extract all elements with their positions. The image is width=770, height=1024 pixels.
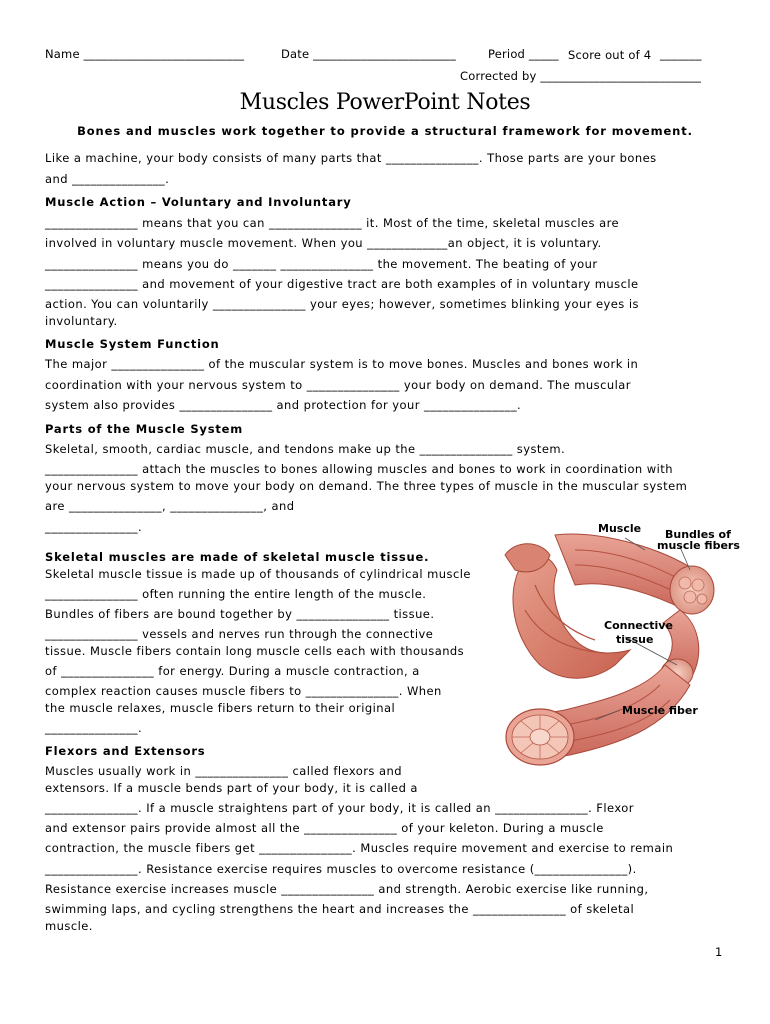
section-heading: Muscle Action – Voluntary and Involuntary bbox=[45, 195, 352, 209]
period-field-label: Period _____ bbox=[488, 47, 559, 61]
body-line: contraction, the muscle fibers get _______________. Muscles require movement and exercise to remain bbox=[45, 841, 674, 855]
body-line: Skeletal muscle tissue is made up of thousands of cylindrical muscle bbox=[45, 567, 471, 581]
body-line: _______________. bbox=[45, 520, 143, 534]
muscle-illustration bbox=[495, 515, 750, 785]
body-line: Bundles of fibers are bound together by _______________ tissue. bbox=[45, 607, 435, 621]
body-line: Like a machine, your body consists of many parts that _______________. Those parts are your bones bbox=[45, 151, 657, 165]
bundles-label-line1: Bundles of bbox=[665, 528, 731, 541]
corrected-by-label: Corrected by ___________________________ bbox=[460, 69, 702, 83]
muscle-label: Muscle bbox=[598, 522, 642, 535]
body-line: muscle. bbox=[45, 919, 93, 933]
body-line: Resistance exercise increases muscle _______________ and strength. Aerobic exercise like running, bbox=[45, 882, 649, 896]
body-line: _______________ often running the entire length of the muscle. bbox=[45, 587, 427, 601]
body-line: extensors. If a muscle bends part of your body, it is called a bbox=[45, 781, 418, 795]
body-line: _______________. bbox=[45, 721, 143, 735]
section-heading: Skeletal muscles are made of skeletal muscle tissue. bbox=[45, 550, 430, 564]
body-line: your nervous system to move your body on demand. The three types of muscle in the muscular system bbox=[45, 479, 688, 493]
body-line: the muscle relaxes, muscle fibers return to their original bbox=[45, 701, 396, 715]
page-subtitle: Bones and muscles work together to provide a structural framework for movement. bbox=[77, 124, 693, 138]
body-line: involved in voluntary muscle movement. When you _____________an object, it is voluntary. bbox=[45, 236, 602, 250]
body-line: of _______________ for energy. During a muscle contraction, a bbox=[45, 664, 420, 678]
bundles-label-line2: muscle fibers bbox=[657, 539, 740, 552]
body-line: swimming laps, and cycling strengthens the heart and increases the _______________ of skeletal bbox=[45, 902, 635, 916]
page-title: Muscles PowerPoint Notes bbox=[239, 90, 531, 115]
body-line: _______________ means you do _______ _______________ the movement. The beating of your bbox=[45, 257, 598, 271]
body-line: Skeletal, smooth, cardiac muscle, and tendons make up the _______________ system. bbox=[45, 442, 566, 456]
body-line: are _______________, _______________, and bbox=[45, 499, 295, 513]
body-line: involuntary. bbox=[45, 314, 118, 328]
score-field-label: Score out of 4 bbox=[568, 48, 652, 62]
body-line: _______________. If a muscle straightens part of your body, it is called an _______________. Flexor bbox=[45, 801, 634, 815]
body-line: action. You can voluntarily _______________ your eyes; however, sometimes blinking your eyes is bbox=[45, 297, 639, 311]
body-line: coordination with your nervous system to _______________ your body on demand. The muscular bbox=[45, 378, 631, 392]
body-line: system also provides _______________ and protection for your _______________. bbox=[45, 398, 522, 412]
section-heading: Flexors and Extensors bbox=[45, 744, 206, 758]
body-line: complex reaction causes muscle fibers to _______________. When bbox=[45, 684, 442, 698]
body-line: _______________ vessels and nerves run through the connective bbox=[45, 627, 434, 641]
body-line: and _______________. bbox=[45, 172, 170, 186]
muscle-diagram bbox=[495, 515, 750, 785]
connective-label-line1: Connective bbox=[604, 619, 673, 632]
body-line: _______________. Resistance exercise requires muscles to overcome resistance (_______________). bbox=[45, 862, 637, 876]
body-line: _______________ attach the muscles to bones allowing muscles and bones to work in coordination with bbox=[45, 462, 673, 476]
body-line: and extensor pairs provide almost all the _______________ of your keleton. During a muscle bbox=[45, 821, 604, 835]
page-number: 1 bbox=[715, 945, 723, 959]
section-heading: Parts of the Muscle System bbox=[45, 422, 244, 436]
body-line: Muscles usually work in _______________ called flexors and bbox=[45, 764, 402, 778]
body-line: The major _______________ of the muscular system is to move bones. Muscles and bones work in bbox=[45, 357, 639, 371]
body-line: _______________ means that you can _______________ it. Most of the time, skeletal muscles are bbox=[45, 216, 620, 230]
section-heading: Muscle System Function bbox=[45, 337, 220, 351]
score-field-blank: _______ bbox=[660, 47, 702, 61]
name-field-label: Name ___________________________ bbox=[45, 47, 245, 61]
body-line: _______________ and movement of your digestive tract are both examples of in voluntary muscle bbox=[45, 277, 639, 291]
muscle-fiber-label: Muscle fiber bbox=[622, 704, 698, 717]
connective-label-line2: tissue bbox=[616, 633, 654, 646]
date-field-label: Date ________________________ bbox=[281, 47, 456, 61]
body-line: tissue. Muscle fibers contain long muscle cells each with thousands bbox=[45, 644, 465, 658]
